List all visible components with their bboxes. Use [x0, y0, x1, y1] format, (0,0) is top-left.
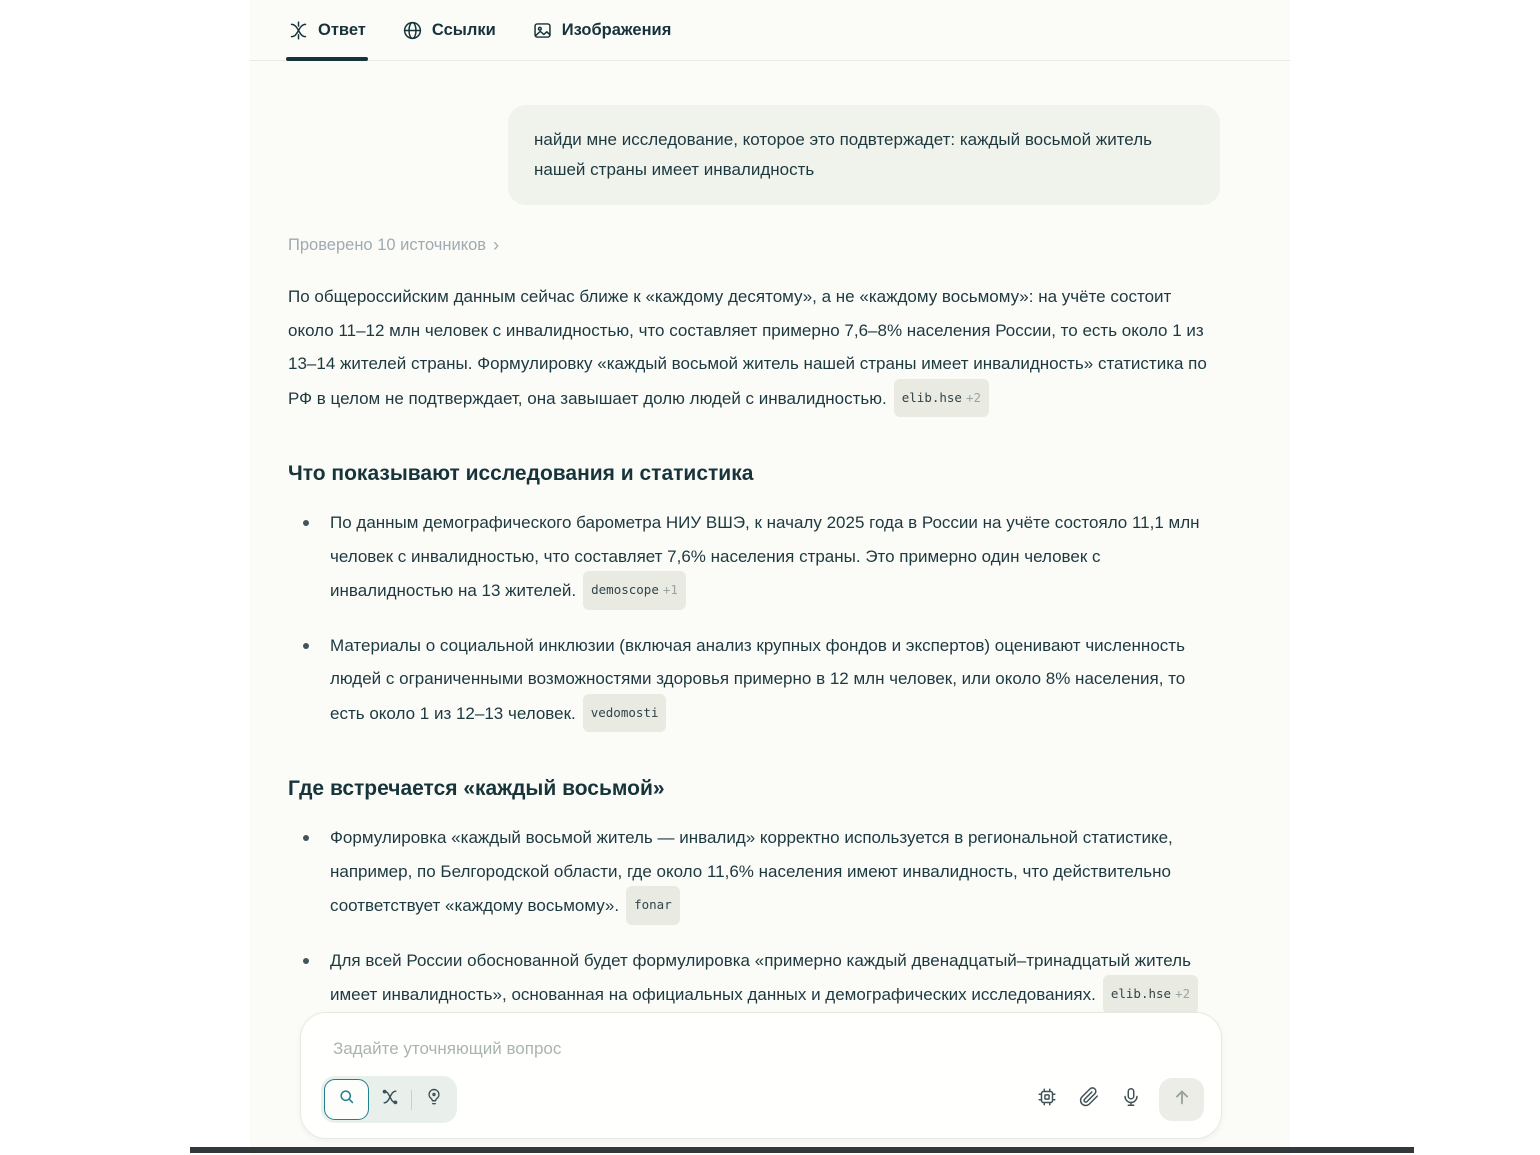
list-item [288, 629, 1220, 735]
knot-mode-icon [380, 1087, 400, 1112]
tab-images-label: Изображения [561, 20, 672, 39]
search-mode-pill [321, 1076, 457, 1123]
citation-source: elib.hse [1110, 986, 1172, 1001]
list-item-text: Формулировка «каждый восьмой житель — инвалид» корректно используется в региональной статистике, например, по Белгородской области, где около 11,6% населения имеют инвалидность, что действительно соответствует «каждому восьмому». [330, 828, 1173, 915]
citation-chip[interactable] [626, 886, 680, 925]
cpu-icon [1036, 1086, 1058, 1113]
user-message-bubble: найди мне исследование, которое это подвтержадет: каждый восьмой житель нашей страны имеет инвалидность [508, 105, 1220, 205]
followup-input[interactable] [331, 1038, 1171, 1060]
citation-source: elib.hse [901, 389, 962, 405]
list-item-text: По данным демографического барометра НИУ ВШЭ, к началу 2025 года в России на учёте состояло 11,1 млн человек с инвалидностью, что составляет 7,6% населения страны. Это примерно один человек с инвалидностью на 13 жителей. [330, 513, 1200, 600]
search-mode-button[interactable] [324, 1079, 369, 1120]
answer-content [288, 61, 1220, 1016]
tab-answer-label: Ответ [318, 20, 366, 39]
citation-extra-count: +2 [965, 389, 982, 405]
citation-chip[interactable] [1103, 975, 1198, 1014]
usage-list [288, 821, 1220, 1016]
citation-source: vedomosti [590, 704, 659, 720]
tab-answer[interactable] [288, 0, 366, 60]
composer-toolbar [321, 1076, 1204, 1123]
list-item-text: Материалы о социальной инклюзии (включая анализ крупных фондов и экспертов) оценивают численность людей с ограниченными возможностями здоровья примерно в 12 млн человек, или около 8% населения, то есть около 1 из 12–13 человек. [330, 635, 1186, 723]
citation-chip[interactable] [894, 379, 989, 418]
list-item [288, 944, 1220, 1016]
search-icon [337, 1087, 357, 1112]
section-heading-usage: Где встречается «каждый восьмой» [288, 777, 665, 800]
bottom-window-edge [190, 1147, 1414, 1153]
citation-source: demoscope [591, 582, 659, 597]
pill-divider [411, 1090, 412, 1110]
sources-link-label: Проверено 10 источников [288, 236, 487, 254]
model-select-button[interactable] [1026, 1079, 1068, 1121]
list-item [288, 821, 1220, 927]
chat-panel [250, 0, 1290, 1155]
tab-links[interactable] [402, 0, 496, 60]
intro-text: По общероссийским данным сейчас ближе к «каждому десятому», а не «каждому восьмому»: на учёте состоит около 11–12 млн человек с инвалидностью, что составляет примерно 7,6–8% населения России, то есть около 1 из 13–14 жителей страны. Формулировку «каждый восьмой житель нашей страны имеет инвалидность» статистика по РФ в целом не подтверждает, она завышает долю людей с инвалидностью. [288, 287, 1207, 408]
followup-composer [300, 1012, 1222, 1139]
citation-source: fonar [634, 897, 672, 912]
sources-link[interactable] [288, 236, 499, 255]
tab-links-label: Ссылки [431, 20, 496, 39]
section-heading-statistics: Что показывают исследования и статистика [288, 462, 754, 485]
list-item-text: Для всей России обоснованной будет формулировка «примерно каждый двенадцатый–тринадцатый житель имеет инвалидность», основанная на официальных данных и демографических исследованиях. [330, 950, 1191, 1004]
globe-icon [402, 20, 423, 41]
citation-extra-count: +1 [662, 582, 678, 597]
answer-logo-icon [288, 20, 309, 41]
submit-button[interactable] [1159, 1078, 1204, 1121]
tab-images[interactable] [532, 0, 672, 60]
lightbulb-icon [424, 1087, 444, 1112]
image-icon [532, 20, 553, 41]
voice-input-button[interactable] [1110, 1079, 1152, 1121]
list-item [288, 506, 1220, 612]
statistics-list [288, 506, 1220, 734]
citation-chip[interactable] [583, 571, 686, 610]
user-message-row [288, 61, 1220, 205]
paperclip-icon [1078, 1086, 1100, 1113]
microphone-icon [1120, 1086, 1142, 1113]
answer-intro-paragraph [288, 280, 1220, 419]
pro-mode-button[interactable] [369, 1079, 410, 1120]
arrow-up-icon [1171, 1086, 1193, 1113]
attach-file-button[interactable] [1068, 1079, 1110, 1121]
chevron-right-icon: › [493, 234, 500, 255]
citation-extra-count: +2 [1175, 986, 1191, 1001]
reasoning-mode-button[interactable] [413, 1079, 454, 1120]
tab-bar [250, 0, 1290, 61]
citation-chip[interactable] [583, 694, 667, 733]
